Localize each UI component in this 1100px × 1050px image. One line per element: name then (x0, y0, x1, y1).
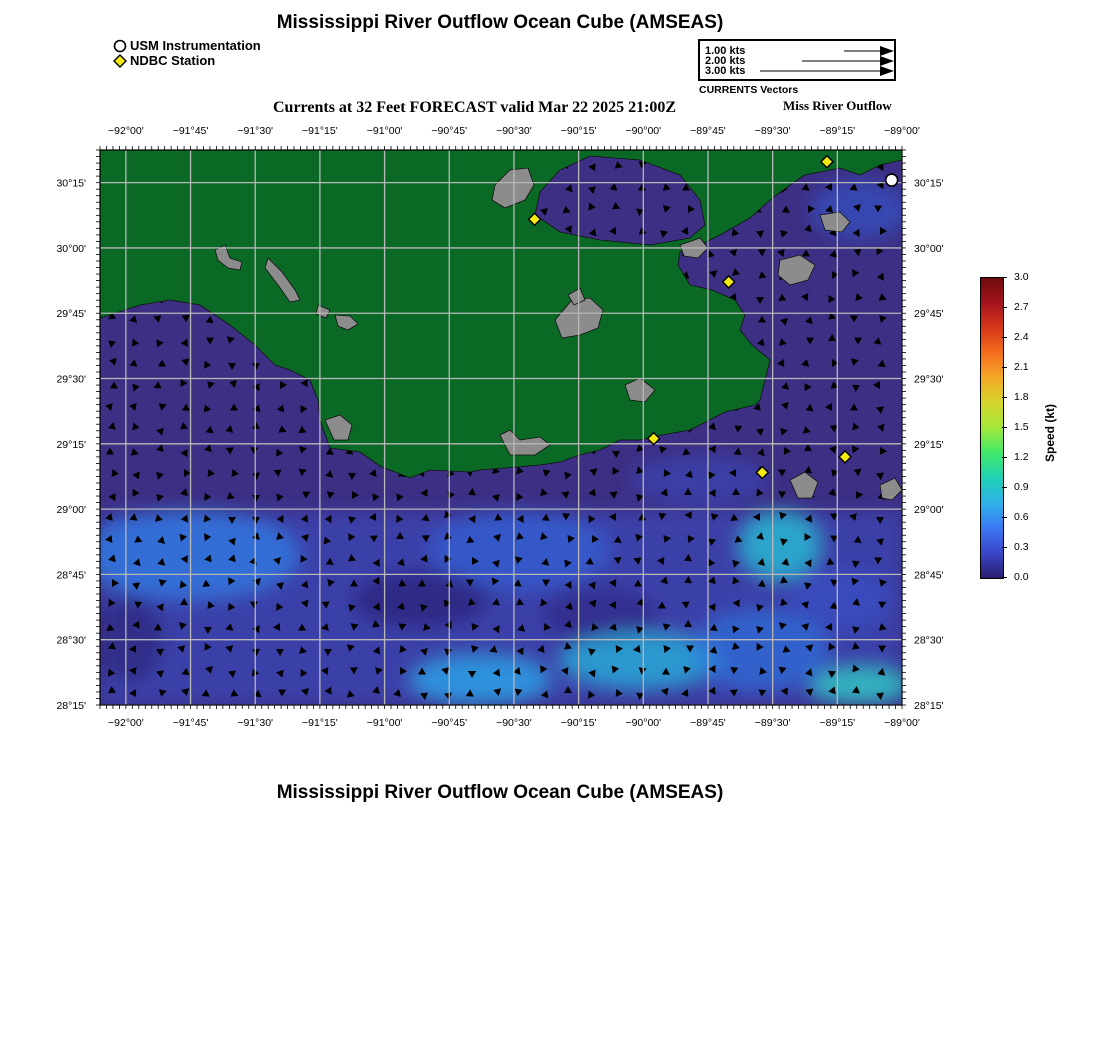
lon-tick-label-top: −89°45' (690, 125, 726, 137)
lat-tick-label-left: 29°45' (56, 308, 86, 321)
bottom-title: Mississippi River Outflow Ocean Cube (AMSEAS) (276, 782, 724, 803)
colorbar-tick-label: 1.5 (1014, 421, 1029, 433)
lon-tick-label-top: −90°15' (560, 125, 597, 137)
map-subtitle: Currents at 32 Feet FORECAST valid Mar 22 2025 21:00Z (273, 99, 677, 116)
vector-key-caption: CURRENTS Vectors (699, 84, 799, 96)
lon-tick-label-bottom: −91°15' (302, 717, 338, 729)
colorbar-tick-label: 3.0 (1014, 271, 1029, 283)
lon-tick-label-top: −89°30' (754, 125, 791, 137)
lat-tick-label-left: 28°15' (56, 700, 86, 712)
colorbar-tick-label: 0.6 (1014, 511, 1029, 523)
lon-tick-label-top: −89°00' (884, 125, 920, 137)
lon-tick-label-bottom: −90°00' (625, 717, 662, 729)
colorbar-tick-label: 2.4 (1014, 331, 1029, 343)
colorbar (980, 277, 1004, 579)
lat-tick-label-left: 28°45' (56, 569, 86, 582)
colorbar-tick-mark (1002, 577, 1007, 578)
lon-tick-label-bottom: −90°15' (560, 717, 597, 729)
colorbar-title: Speed (kt) (1043, 403, 1057, 462)
lat-tick-label-right: 30°15' (914, 177, 944, 190)
vector-key-label-1: 1.00 kts (705, 45, 746, 57)
colorbar-tick-label: 0.3 (1014, 541, 1029, 553)
lon-tick-label-bottom: −91°45' (172, 717, 209, 729)
vector-key-label-2: 2.00 kts (705, 55, 746, 67)
lon-tick-label-bottom: −89°15' (819, 717, 856, 729)
lon-tick-label-bottom: −92°00' (108, 717, 144, 729)
colorbar-tick-mark (1002, 337, 1007, 338)
lon-tick-label-top: −90°30' (496, 125, 532, 137)
lat-tick-label-left: 28°30' (56, 634, 86, 647)
lat-tick-label-right: 29°45' (914, 308, 944, 321)
lon-tick-label-bottom: −90°45' (431, 717, 468, 729)
lon-tick-label-top: −91°30' (237, 125, 274, 137)
lon-tick-label-top: −89°15' (819, 125, 856, 137)
colorbar-tick-mark (1002, 307, 1007, 308)
region-label: Miss River Outflow (783, 98, 892, 113)
lat-tick-label-left: 29°00' (56, 504, 86, 517)
colorbar-tick-mark (1002, 277, 1007, 278)
colorbar-tick-label: 1.2 (1014, 451, 1029, 463)
lat-tick-label-right: 30°00' (914, 242, 944, 255)
lat-tick-label-left: 30°00' (56, 242, 86, 255)
usm-station-marker[interactable] (886, 174, 898, 186)
colorbar-tick-label: 0.9 (1014, 481, 1029, 493)
colorbar-tick-label: 2.7 (1014, 301, 1029, 313)
lon-tick-label-top: −92°00' (108, 125, 144, 137)
lon-tick-label-top: −91°15' (302, 125, 338, 137)
lat-tick-label-right: 29°15' (914, 438, 944, 451)
lat-tick-label-right: 29°00' (914, 504, 944, 517)
lon-tick-label-bottom: −89°00' (884, 717, 920, 729)
lat-tick-label-left: 29°15' (56, 438, 86, 451)
lon-tick-label-top: −91°45' (172, 125, 209, 137)
lat-tick-label-left: 29°30' (56, 373, 86, 386)
lon-tick-label-top: −90°00' (625, 125, 662, 137)
lon-tick-label-top: −90°45' (431, 125, 468, 137)
colorbar-tick-mark (1002, 517, 1007, 518)
colorbar-tick-label: 2.1 (1014, 361, 1029, 373)
map-title: Mississippi River Outflow Ocean Cube (AMSEAS) (276, 12, 724, 33)
colorbar-tick-mark (1002, 487, 1007, 488)
colorbar-tick-mark (1002, 547, 1007, 548)
lat-tick-label-right: 29°30' (914, 373, 944, 386)
vector-key-label-3: 3.00 kts (705, 65, 746, 77)
colorbar-tick-label: 0.0 (1014, 571, 1029, 583)
lon-tick-label-bottom: −90°30' (496, 717, 532, 729)
lat-tick-label-left: 30°15' (56, 177, 86, 190)
colorbar-tick-mark (1002, 457, 1007, 458)
lat-tick-label-right: 28°30' (914, 634, 944, 647)
lon-tick-label-top: −91°00' (366, 125, 403, 137)
legend-usm-label: USM Instrumentation (130, 38, 261, 53)
legend-ndbc-label: NDBC Station (130, 53, 216, 68)
lon-tick-label-bottom: −91°00' (366, 717, 403, 729)
lon-tick-label-bottom: −89°45' (690, 717, 726, 729)
lat-tick-label-right: 28°45' (914, 569, 944, 582)
lon-tick-label-bottom: −89°30' (754, 717, 791, 729)
colorbar-tick-mark (1002, 427, 1007, 428)
colorbar-tick-mark (1002, 367, 1007, 368)
lon-tick-label-bottom: −91°30' (237, 717, 274, 729)
colorbar-tick-label: 1.8 (1014, 391, 1029, 403)
lat-tick-label-right: 28°15' (914, 700, 944, 712)
colorbar-tick-mark (1002, 397, 1007, 398)
